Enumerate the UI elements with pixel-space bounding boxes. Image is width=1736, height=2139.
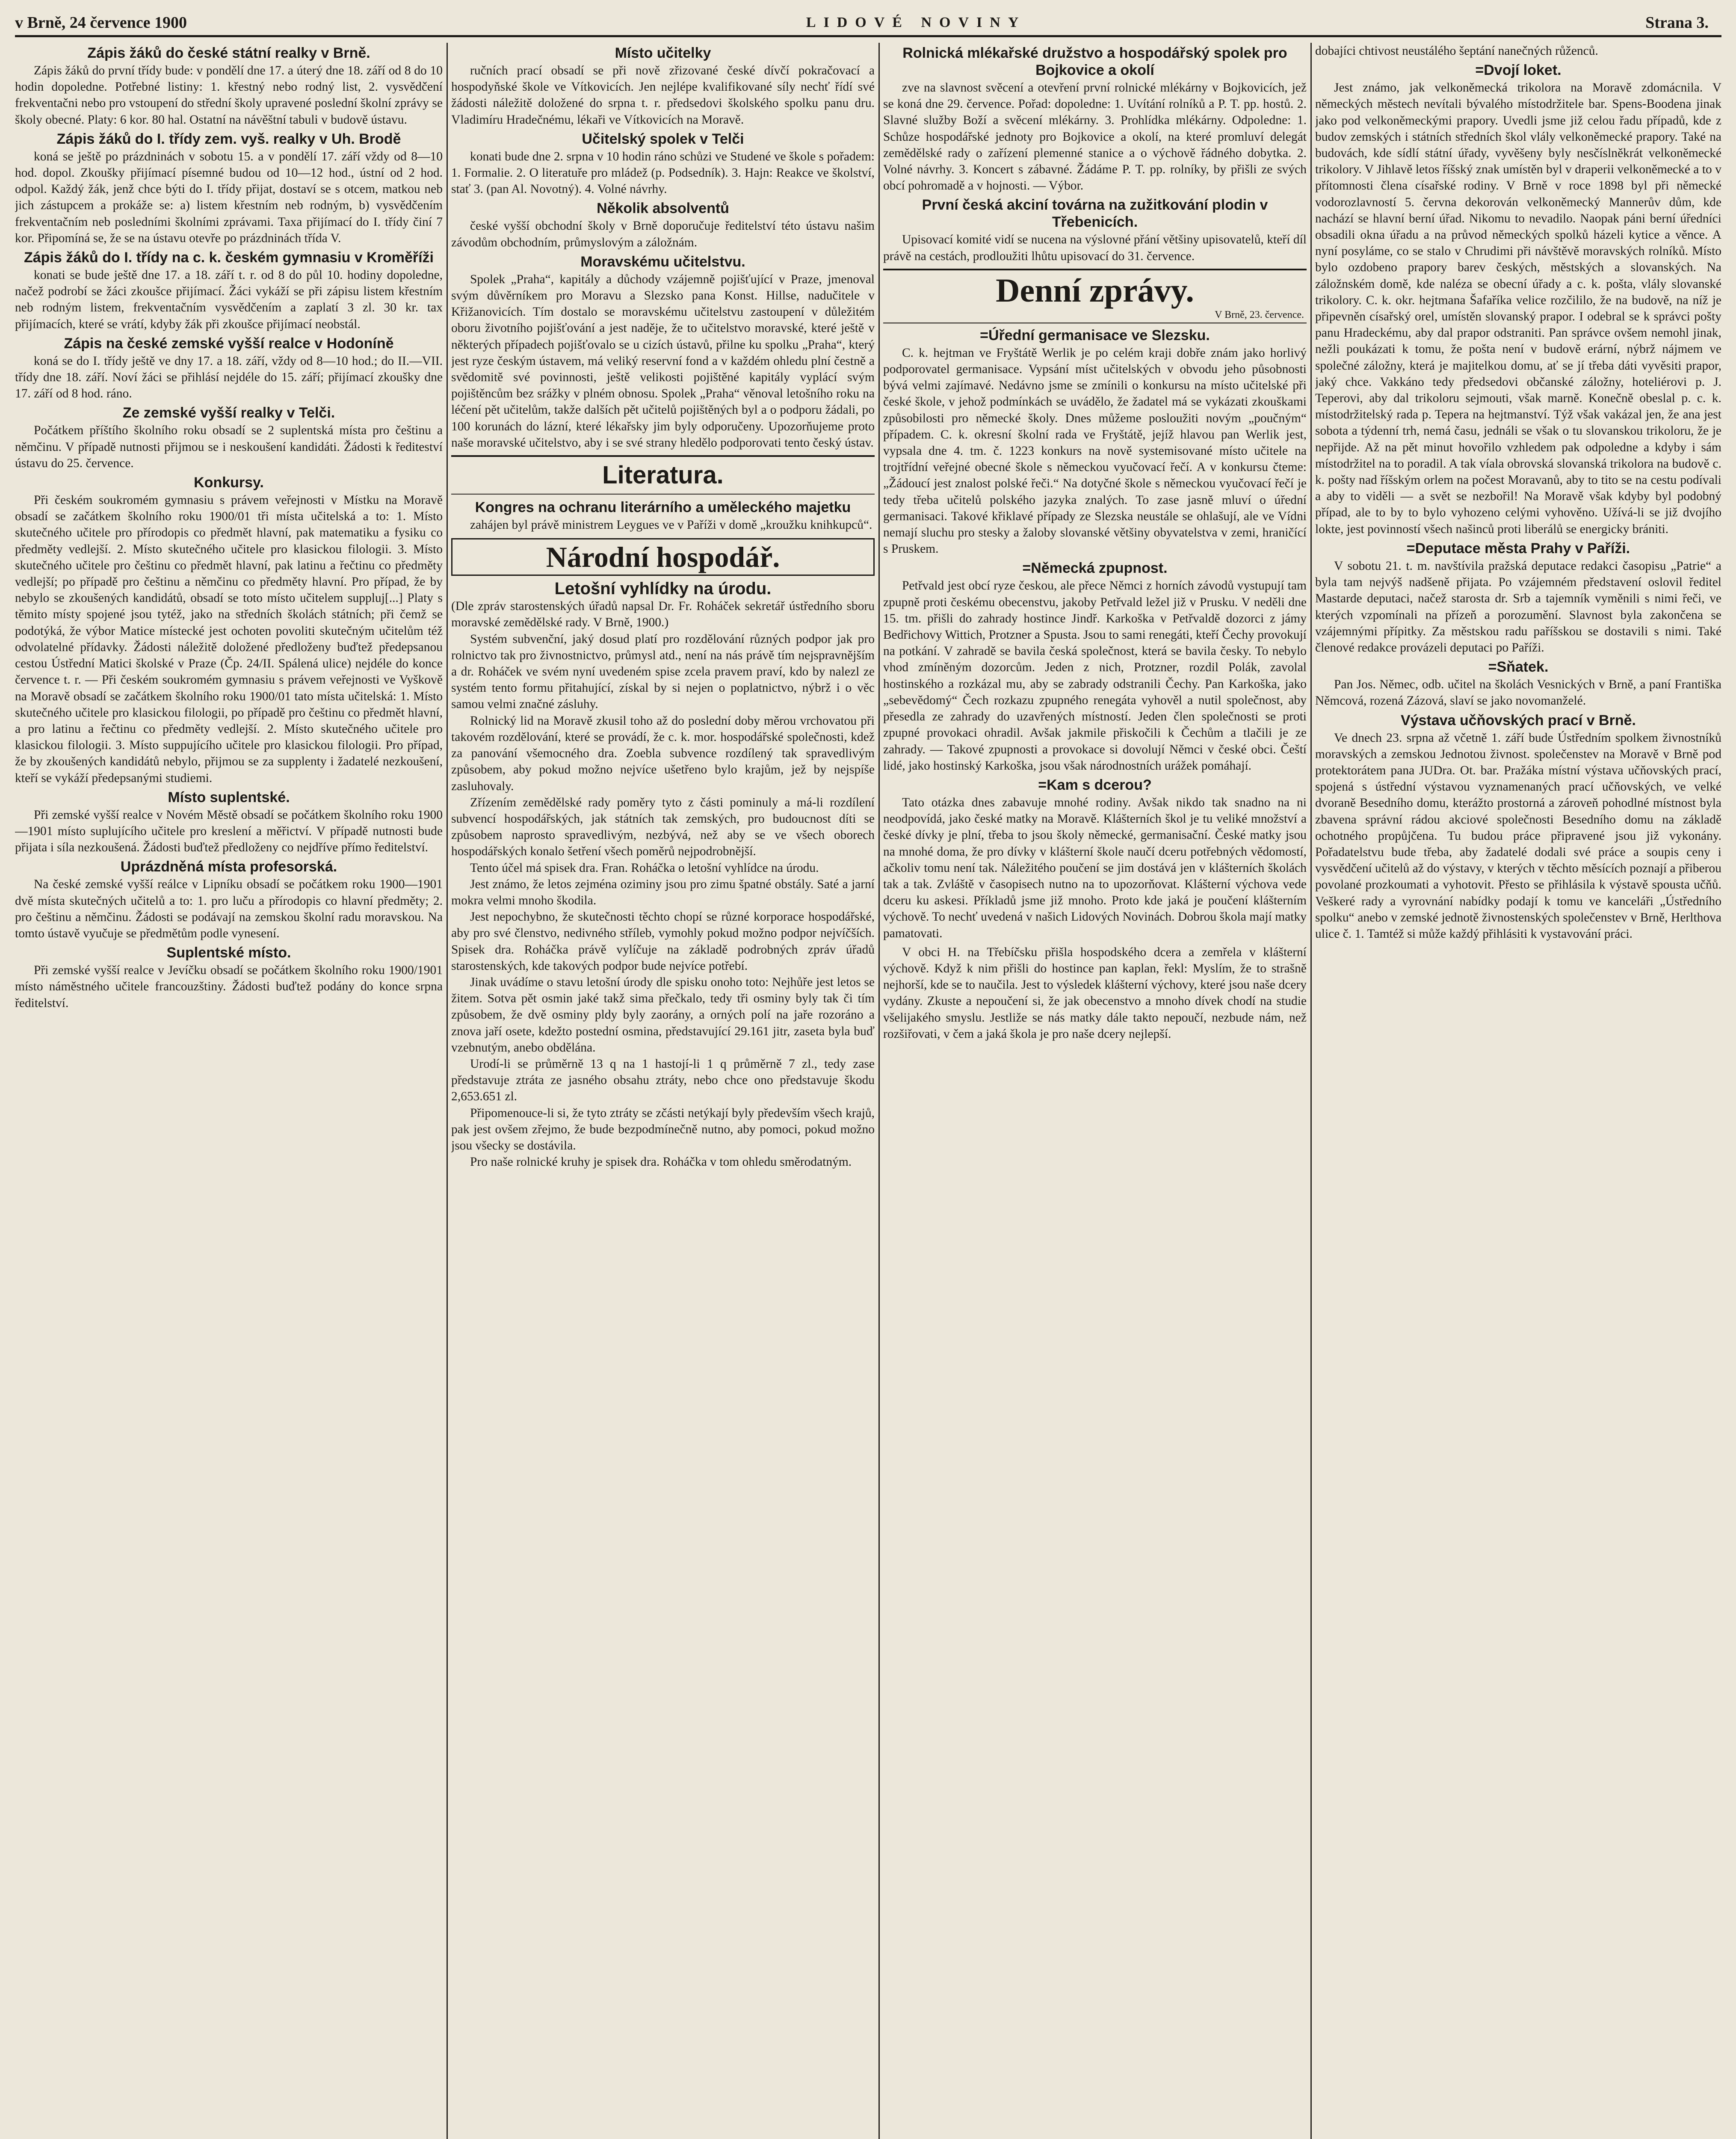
article-body: Upisovací komité vidí se nucena na výslovné přání většiny upisovatelů, kteří díl právě na cestách, prodloužiti lhůtu upisovací do 31. července. [883,233,1307,263]
article-body: konati se bude ještě dne 17. a 18. září t. r. od 8 do půl 10. hodiny dopoledne, načež podrobí se žáci zkoušce přijímací. Žáci vykáží se při zápisu listem křestním neb rodným listem, frekventačním vysvědčením a zaplatí 3 zl. 30 kr. tax přijímacích, které se vrátí, kdyby žák při zkoušce přijímací neobstál. [15,268,443,331]
news-heading: =Sňatek. [1488,659,1549,675]
column-divider [878,43,880,2139]
article-body: české vyšší obchodní školy v Brně doporučuje ředitelství této ústavu našim závodům obchodním, průmyslovým a záložnám. [451,219,875,249]
article-body: koná se do I. třídy ještě ve dny 17. a 18. září, vždy od 8—10 hod.; do II.—VII. třídy dne 18. září. Noví žáci se přihlásí nejdéle do 15. září; přijímací zkoušky dne 17. září od 8 hod. ráno. [15,354,443,401]
news-body: V sobotu 21. t. m. navštívila pražská deputace redakci časopisu „Patrie“ a byla tam nejvýš nadšeně přijata. Po vzájemném představení oslovil ředitel Mastarde deputaci, načež starosta dr. Srb a tajemník vyměnili s nimi řeči, ve kterých vzpomínali na přízeň a porozumění. Slavnost byla zakončena se vzájemnými přípitky. Za městskou radu paříšskou se dostavili s nimi. Také členové redakce provázeli deputaci po Paříži. [1315,559,1721,655]
article [15,789,443,856]
article-body: koná se ještě po prázdninách v sobotu 15. a v pondělí 17. září vždy od 8—10 hod. dopol. Zkoušky přijímací písemné budou od 10—12 hod., ústní od 2 hod. odpol. Každý žák, jenž chce býti do I. třídy přijat, dostaví se s otcem, matkou neb jich zástupcem a prokáže se: a) listem křestním neb rodným, b) vysvědčením frekventačním neb posledními školními zprávami. Taxa přijímací do I. třídy činí 7 kor. Připomíná se, že se na ústavu otevře po prázdninách třída V. [15,149,443,245]
section-rule [451,494,875,495]
article-heading: Místo suplentské. [168,789,290,806]
article-paragraph: Systém subvenční, jaký dosud platí pro rozdělování různých podpor jak pro rolnictvo tak pro živnostnictvo, průmysl atd., není na nás právě tím nejspravnějším a dr. Roháček ve svém nyní uvedeném spise zcela pravem praví, kdo by nalezl ze systém tento formu přitahující, získal by si nejen o poplatnictvo, nýbrž i o věc samou velmi značné zásluhy. [451,632,875,711]
masthead-title: LIDOVÉ NOVINY [806,15,1026,30]
article-heading: Zápis žáků do I. třídy zem. vyš. realky v Uh. Brodě [56,130,401,147]
news-heading: =Deputace města Prahy v Paříži. [1406,540,1630,557]
article-body: zve na slavnost svěcení a otevření první rolnické mlékárny v Bojkovicích, jež se koná dne 29. července. Pořad: dopoledne: 1. Uvítání rolníků a P. T. pp. hostů. 2. Slavné služby Boží a svěcení mlékárny. 3. Prohlídka mlékárny. Odpoledne: 1. Schůze hospodářské jednoty pro Bojkovice a okolí, na které promluví delegát zemědělské rady o zařízení plemenné stanice a o výchově řádného dobytka. 2. Volné návrhy. 3. Koncert s zábavné. Žádáme P. T. pp. rolníky, by přišli ze svých obcí pohromadě a v hojnosti. — Výbor. [883,81,1307,193]
article-paragraph: Připomenouce-li si, že tyto ztráty se zčásti netýkají byly především všech krajů, pak jest ovšem zřejmo, že bude bezpodmínečně nutno, aby pomoci, pokud možno jsou všecky se dostávila. [451,1106,875,1152]
article [15,249,443,332]
running-head [15,13,1721,33]
article-heading: Konkursy. [194,474,264,491]
section-title-literatura: Literatura. [602,461,724,489]
article [15,474,443,786]
news-item [1315,712,1721,942]
article-paragraph: Tento účel má spisek dra. Fran. Roháčka o letošní vyhlídce na úrodu. [470,861,819,875]
article-heading: Kongres na ochranu literárního a uměleckého majetku [475,499,851,516]
article [451,499,875,533]
article-body: Spolek „Praha“, kapitály a důchody vzájemně pojišťující v Praze, jmenoval svým důvěrníkem pro Moravu a Slezsko pana Konst. Hillse, nadučitele v Křižanovicích. Tím dostalo se moravskému učitelstvu zastoupení v důležitém oboru životního pojišťování a jest naděje, že to učitelstvo moravské, které ještě v některých případech pojišťovalo se u cizích ústavů, přilne ku spolku „Praha“, který jest ryze českým ústavem, má veliký reservní fond a v každém ohledu plní čestně a svědomitě své povinnosti, ještě velikosti pojištěné kapitály vyplácí svým pojištěncům bez srážky v plném obnosu. Spolek „Praha“ věnoval letošního roku na léčení pět učitelům, takže dalších pět učitelů pojištěných byl a o podporu žádali, po 100 korunách do lázní, které lékařsky jim byly odporučeny. Upozorňujeme proto naše moravské učitelstvo, aby i se své strany hledělo podporovati tento český ústav. [451,272,875,450]
column-4 [1315,43,1721,2139]
news-body: C. k. hejtman ve Fryštátě Werlik je po celém kraji dobře znám jako horlivý podporovatel germanisace. Vypsání míst učitelských v obvodu jeho působnosti bývá velmi zajímavé. Nedávno jsme se zmínili o konkursu na místo učitelské při české škole, v jehož podmínkách se uvádělo, že žadatel má se vykázati zkouškami způsobilosti pro německé školy. Dnes můžeme posloužiti novým „poučným“ případem. C. k. okresní školní rada ve Fryštátě, jejíž hlavou pan Werlik jest, vypsala dne 4. tm. č. 1223 konkurs na nově systemisované místo učitele na trojtřídní veřejné obecné škole s německou vyučovací řečí. A v konkursu čteme: „Žádoucí jest znalost polské řeči.“ Na dotyčné škole s německou vyučovací řečí je tedy třeba učitelů polského jazyka znalých. To zase jasně mluví o úřední germanisaci. Takové křiklavé případy ze Slezska neustále se ohlašují, ale ve Vídni nemají sluchu pro stesky a žaloby slovanské většiny obyvatelstva v zemi, hraničící s Pruskem. [883,346,1307,556]
article [451,130,875,198]
news-item [883,327,1307,557]
article-paragraph: Jest známo, že letos zejména oziminy jsou pro zimu špatné obstály. Saté a jarní mokra velmi mnoho škodila. [451,877,875,907]
article-paragraph: Jinak uvádíme o stavu letošní úrody dle spisku onoho toto: Nejhůře jest letos se žitem. Sotva pět osmin jaké takž sima přečkalo, tedy tři osminy byly tak či tím způsobem, že dvě osminy pldy byly zaorány, a orných polí na jaře rozoráno a znova jaří osete, kdežto postední osmina, představující 29.161 jitr, zaseta byla buď vzebnutým, anebo obdělána. [451,975,875,1055]
article-body: konati bude dne 2. srpna v 10 hodin ráno schůzi ve Studené ve škole s pořadem: 1. Formalie. 2. O literatuře pro mládež (p. Podsedník). 3. Hajn: Reakce ve školství, stať 3. (pan Al. Novotný). 4. Volné návrhy. [451,149,875,196]
news-body: Tato otázka dnes zabavuje mnohé rodiny. Avšak nikdo tak snadno na ni neodpovídá, jako české matky na Moravě. Klášterních škol je tu veliké množství a české dívky je plní, třeba to jsou školy německé, germanisační. České matky jsou na mnohé doma, že pro dívky v klášterní škole naučí dceru potřebných vědomostí, ačkoliv tomu není tak. Náležitého poučení se jim dostává jen v klášterních školách tak a tak. Zvláště v časopisech nutno na to upozorňovat. Klášterní výchova vede dceru ku askesi. Příkladů jsme již mnoho. Proto kde jaká je poučení klášterním výchově. To nechť uvedená v našich Lidových Novinách. Dobrou škola mají matky pamatovati. [883,795,1307,940]
article-headline: Letošní vyhlídky na úrodu. [554,579,772,598]
dateline: V Brně, 23. července. [1215,309,1304,320]
article-body: zahájen byl právě ministrem Leygues ve v Paříži v domě „kroužku knihkupců“. [470,518,872,532]
article-heading: Suplentské místo. [166,945,291,961]
article-paragraph: Urodí-li se průměrně 13 q na 1 hastojí-li 1 q průměrně 7 zl., tedy zase představuje ztráta ze jasného obsahu ztráty, nebo chce ono představuje škodu 2,653.651 zl. [451,1057,875,1104]
article-heading: Učitelský spolek v Telči [582,130,744,147]
article-heading: Zápis žáků do I. třídy na c. k. českém gymnasiu v Kroměříži [24,249,434,266]
news-heading: =Kam s dcerou? [1038,776,1152,793]
article [451,598,875,1170]
article [451,44,875,128]
article-heading: Zápis žáků do české státní realky v Brně. [87,45,370,61]
news-body: V obci H. na Třebíčsku přišla hospodského dcera a zemřela v klášterní výchově. Když k nim přišli do hostince pan kaplan, řekl: Myslím, že to strašně nejhorší, kde se to naučila. Jest to výsledek klášterní výchovy, které jsou naše dcery vydány. Zkuste a nepoučení si, že jak obecenstvo a mnoho dívek chodí na studie všelijakého smyslu. Jestliže se nás matky dále takto nepoučí, nezbude nám, než rozšiřovati, v čem a jaká škola je pro naše dcery nejlepší. [883,945,1307,1041]
continued-text: dobajíci chtivost neustálého šeptání nanečných růženců. [1315,44,1598,58]
article-heading: Několik absolventů [597,200,729,217]
issue-date: v Brně, 24 července 1900 [15,14,187,32]
article [451,200,875,250]
article-body: Na české zemské vyšší reálce v Lipníku obsadí se počátkem roku 1900—1901 dvě místa skutečných učitelů a to: 1. pro luču a přírodopis co hlavní předměty; 2. pro češtinu a němčinu. Žádosti se podávají na zemskou školní radu moravskou. Na tomto ústavě vyučuje se předmětům podle vynesení. [15,877,443,940]
article [15,858,443,942]
news-body: Ve dnech 23. srpna až včetně 1. září bude Ústředním spolkem živnostníků moravských a zemskou Jednotou živnost. společenstev na Moravě v Brně pod protektorátem pana JUDra. Ot. bar. Pražáka místní výstava učňovských prací, spojená s ústřední výstavou vyznamenaných prací učňovských, ve velké dvoraně Besedního domu, kterážto prostorná a zároveň pohodlné místnost byla zbavena správní rádou akciové společnosti Besedního domu na základě ochotného propůjčena. Tu budou práce připravené jsou již vykonány. Pořadatelstvu bude třeba, aby žadatelé dodali své práce a soupis ceny i vysvědčení učitelů až do výstavy, v kterých v těchto měsících poznají a přiberou povolané prozkoumati a vyhotovit. Přesto se přihlásila k výstavě spousta učňů. Veškeré rady a vyrovnání nabídky podají k tomu ve kanceláři „Ústředního spolku“ anebo v zemské jednotě živnostenských společenstev v Brně, Herlthova ulice č. 1. Tamtéž si může každý přihlásiti k vystavování práci. [1315,731,1721,941]
column-2 [451,43,875,2139]
article-heading: Ze zemské vyšší realky v Telči. [122,405,335,421]
news-body: Jest známo, jak velkoněmecká trikolora na Moravě zdomácnila. V německých městech nevítali bývalého místodržitele bar. Spens-Boodena jinak jako pod velkoněmeckými prapory. Uvedli jsme již celou řadu případů, kde z budov zemských i státních středních škol vlály velkoněmecké prapory. Také na budovách, kde sídlí státní úřady, vyvěšeny byly nesčíslněkrát velkoněmecké trikolory. V Jihlavě letos říšský znak umístěn byl v draperii velkoněmecké a to v přítomnosti člena císařské rodiny. V Brně v roce 1898 byl při německé vodorozlavností 5. června dekorován velkoněmecký Mannerův dům, kde nachází se hlavní berní úřad. Nikomu to nevadilo. Naopak páni berní úředníci obsadili okna úřadu a na průvod německých spolků házeli kytice a věnce. A nyní posyláme, co se stalo v Chrudimi při návštěvě moravských rolníků. Místo bylo ozdobeno prapory barev českých, městských a slovanských. Na záložnském domě, kde naléza se obecní úřady a c. k. pošta, vlály slovanské trikolory. C. k. okr. hejtmana Šafaříka velice rozčililo, že na budově, na níž je připevněn císařský orel, umístěn slovanský prapor. I odebral se k správci pošty panu Hradeckému, aby dal prapor odstraniti. Pan správce ovšem nemohl jinak, nežli poukázati k tomu, že pošta není v budově erární, nýbrž nájmem ve společné záložny, která je majitelkou domu, ať se jí třeba dáti vyvěsiti prapor, jaký chce. Vakkáno tedy předsedovi občanské záložny, hoteliérovi p. J. Teperovi, aby dal trikoloru sejmouti, však marně. Konečně obeslal p. c. k. místodržitelský rada p. Tepera na hejtmanství. Týž však vakázal jen, že ana jest sobota a týdenní trh, nemá času, jednáli se však o tu slovanskou trikoloru, že je nepřijde. Až na pět minut hovořilo vzhledem pak odpoledne a kdyby i sám místodržitel na to poradil. A tak víala obrovská slovanská trikolora na budově c. k. pošty nad říšským orlem na počest Moravanů, aby to tito se na cestu podívali a aby to viděli — a svět se nezbořil! Na Moravě však kdyby byl podobný případ, ale to by to bylo vyhozeno celými vyhověno. Užívá-li se již dvojího lokte, jest povinností všech našinců proti liberálů se energicky brániti. [1315,81,1721,536]
article-body: Počátkem příštího školního roku obsadí se 2 suplentská místa pro češtinu a němčinu. V případě nutnosti přijmou se i neskoušení kandidáti. Žádosti k řediteství ústavu do 25. července. [15,424,443,470]
section-title-narodni-hospodar: Národní hospodář. [451,538,875,576]
article-body: ručních prací obsadí se při nově zřizované české dívčí pokračovací a hospodyňské škole ve Vítkovicích. Jen nejlépe kvalifikované síly nechť řídí své žádosti náležitě doložené do srpna t. r. předsedovi školského spolku panu dru. Vladimíru Hradečnému, lékaři ve Vítkovicích na Moravě. [451,64,875,127]
article-body: Při zemské vyšší realce v Jevíčku obsadí se počátkem školního roku 1900/1901 místo náměstného učitele francouzštiny. Žádosti buďtež podány do konce srpna ředitelství. [15,963,443,1010]
article-paragraph: Pro naše rolnické kruhy je spisek dra. Roháčka v tom ohledu směrodatným. [470,1155,852,1169]
news-body: Petřvald jest obcí ryze českou, ale přece Němci z horních závodů vystupují tam zpupně proti českému obecenstvu, jakoby Petřvald ležel již v Prusku. V neděli dne 15. tm. přišli do zahrady hostince Jindř. Karkoška v Petřvaldě dozorci z jámy Bedřichovy Wittich, Protzner a Spusta. Jsou to sami renegáti, kteří Čechy provokují na potkání. V zahradě se bavila česká společnost, která se bavila česky. To nebylo vhod zmíněným dozorcům. Jeden z nich, Protzner, rozdil Polák, zavolal hostinského a rozkázal mu, aby se zabrady odstranili Čechy. Pan Karkoška, jako „sebevědomý“ Čech rozkazu zpupného renegáta vyhověl a nutil společnost, aby přesedla ze zahrady do uzavřených místností. Jeden člen společnosti se proti zpupné provokaci ohradil. Avšak jakmile přiskočili k Čechům a tlačili je ze zahrady. — Takové zpupnosti a provokace si dovolují Němci v české obci. Čeští lidé, jako hostinský Karkoška, jsou však národnostních urážek pomáhají. [883,579,1307,773]
article [883,44,1307,194]
news-item [883,560,1307,773]
article [883,196,1307,264]
column-divider [1310,43,1312,2139]
news-item [883,776,1307,942]
article-continuation [1315,43,1721,59]
article [15,404,443,471]
newspaper-page [15,13,1721,2139]
article [451,253,875,451]
article [15,335,443,402]
news-heading: =Německá zpupnost. [1022,560,1168,577]
news-item [883,944,1307,1042]
column-divider [447,43,448,2139]
article-heading: Moravskému učitelstvu. [580,253,745,270]
article-paragraph: Zřízením zemědělské rady poměry tyto z části pominuly a má-li rozdílení subvencí hospodářských, jak státních tak zemských, pro budoucnost díti se způsobem naprosto spravedlivým, nezbývá, než aby se ve všech oborech hospodářských konalo šetření všech poměrů nejpodrobnější. [451,795,875,859]
article-paragraph: Jest nepochybno, že skutečnosti těchto chopí se různé korporace hospodářské, aby pro své členstvo, nedivného stříleb, vymohly pokud možno podpor nejvíčších. Spisek dra. Roháčka právě vylíčuje na základě podrobných zpráv úřadů starostenských, kde takových podpor bude nejvíce potřebí. [451,910,875,973]
article-paragraph: Rolnický lid na Moravě zkusil toho až do poslední doby měrou vrchovatou při takovém rozdělování, které se provádí, že c. k. mor. hospodářské společnosti, kdež za panování všemocného dra. Zoebla subvence rozdílený tak spravedlivým způsobem, aby pokud možno nejvíce ušetřeno bylo krajům, jež by nejspíše zasluhovaly. [451,714,875,793]
article-body: Zápis žáků do první třídy bude: v pondělí dne 17. a úterý dne 18. září od 8 do 10 hodin dopoledne. Potřebné listiny: 1. křestný nebo rodný list, 2. vysvědčení frekventačni nebo pro vstoupení do střední školy upravené poslední školní zprávy se školy obecné. Platy: 6 kor. 80 hal. Ostatní na návěštní tabuli v budově ústavu. [15,64,443,127]
news-item [1315,540,1721,656]
article-body: Při zemské vyšší realce v Novém Městě obsadí se počátkem školního roku 1900—1901 místo suplujícího učitele pro kreslení a měřictví. V případě nutnosti bude přijata i síla nezkoušená. Žádosti buďtež předloženy co nejdříve přímo ředitelství. [15,808,443,855]
section-title: Denní zprávy. [996,271,1194,309]
news-heading: =Úřední germanisace ve Slezsku. [980,327,1210,344]
article-heading: Rolnická mlékařské družstvo a hospodářský spolek pro Bojkovice a okolí [902,45,1287,78]
article [15,944,443,1011]
news-heading: Výstava učňovských prací v Brně. [1401,712,1636,729]
article-heading: Zápis na české zemské vyšší realce v Hodoníně [64,335,394,352]
article [15,130,443,246]
article-heading: Uprázdněná místa profesorská. [120,859,337,875]
section-header-denni-zpravy [883,269,1307,323]
section-rule [451,455,875,457]
article [15,44,443,128]
column-3 [883,43,1307,2139]
header-rule [15,35,1721,37]
news-heading: =Dvojí loket. [1475,62,1562,79]
page-number: Strana 3. [1645,14,1709,32]
columns [15,43,1721,2139]
news-item [1315,658,1721,709]
news-item [1315,62,1721,537]
article-heading: První česká akciní továrna na zužitkování plodin v Třebenicích. [922,197,1268,231]
news-body: Pan Jos. Němec, odb. učitel na školách Vesnických v Brně, a paní Františka Němcová, rozená Zázová, slaví se jako novomanželé. [1315,678,1721,708]
article-body: Při českém soukromém gymnasiu s právem veřejnosti v Místku na Moravě obsadí se začátkem školního roku 1900/01 tři místa učitelská a to: 1. Místo skutečného učitele pro přírodopis co předmět hlavní, pak matematiku a fysiku co předměty vedlejší. 2. Místo skutečného učitele pro klasickou filologii. 3. Místo skutečného učitele pro češtinu co předmět hlavní, pak latinu a řečtinu co předměty vedlejší; po případě pro češtinu a němčinu co předměty hlavní. Pro případ, že by nebylo se zkoušených kandidátů, obsadí se toto místo učitelem suppluj[...] Platy s těmito místy spojené jsou tytéž, jako na středních školách státních; při čemž se podotýká, že výbor Matice místecké jest ochoten povoliti skutečným učitelům též odvolatelné přídavky. Žádosti náležitě doložené předloženy buďtež předepsanou cestou Ústřední Matici školské v Praze (Čp. 24/II. Spálená ulice) nejdéle do konce července t. r. — Při českém soukromém gymnasiu s právem veřejnosti ve Vyškově na Moravě obsadí se začátkem školního roku 1900/01 tato místa učitelská: 1. Místo skutečného učitele pro klasickou filologii, po případě pro češtinu co předmět hlavní, a pro latinu a řečtinu co předměty vedlejší. 2. Místo skutečného učitele pro klasickou filologii. 3. Místo suppujícího učitele pro klasickou filologii. Pro případ, že by zkoušených kandidátů nebylo, přijmou se za supplenty i žadatelé nezkoušení, kteří se vykáží předepsanými studiemi. [15,493,443,785]
column-1 [15,43,443,2139]
article-intro: (Dle zpráv starostenských úřadů napsal Dr. Fr. Roháček sekretář ústředního sboru moravské zemědělské rady. V Brně, 1900.) [451,599,875,630]
article-heading: Místo učitelky [615,45,711,61]
